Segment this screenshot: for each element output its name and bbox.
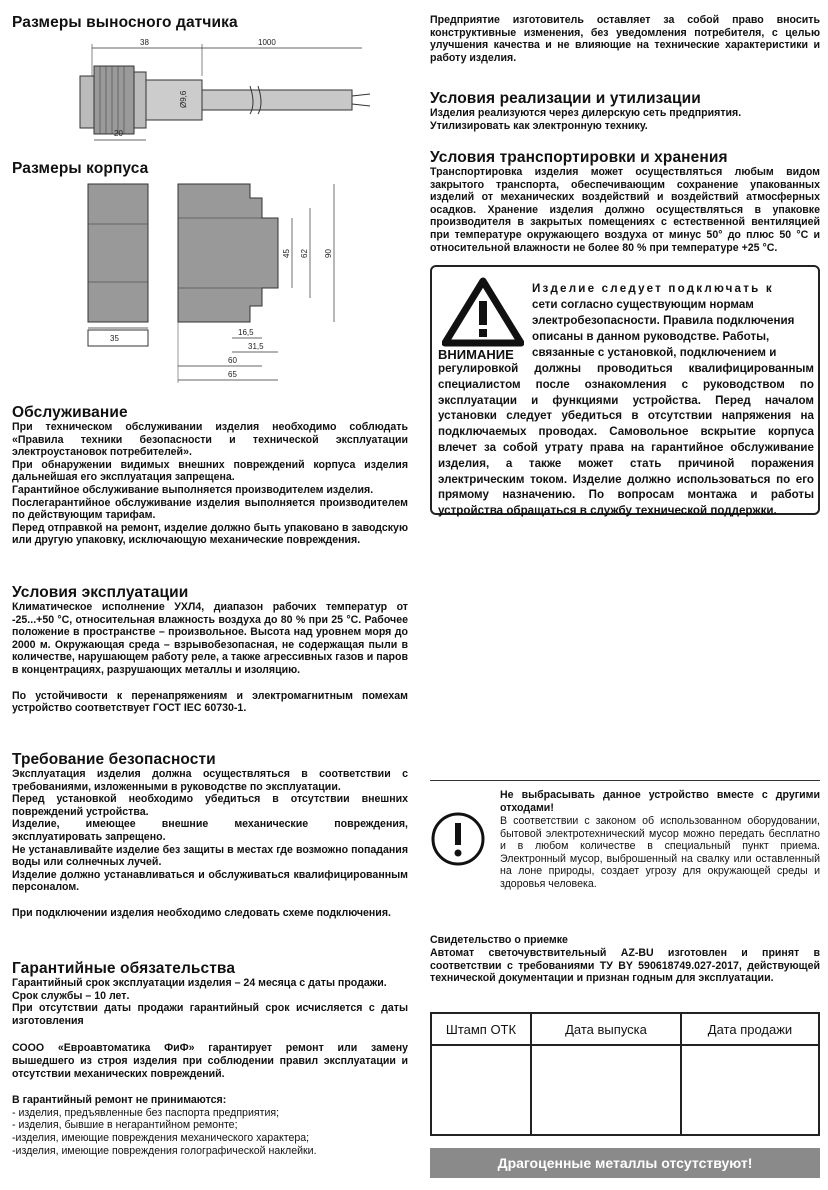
release-date-header: Дата выпуска <box>531 1013 681 1045</box>
dim-45: 45 <box>282 249 291 258</box>
dim-20: 20 <box>114 129 123 138</box>
warning-box <box>430 265 820 518</box>
warranty-title: Гарантийные обязательства <box>12 960 236 977</box>
rights-text: Предприятие изготовитель оставляет за собой право вносить конструктивные изменения, без уведомления потребителя, с целью улучшения качества и не влияющие на технические характеристики и работу изделия. <box>430 14 820 64</box>
acceptance-title: Свидетельство о приемке <box>430 934 568 946</box>
warranty-no-date: При отсутствии даты продажи гарантийный срок исчисляется с даты изготовления <box>12 1002 408 1027</box>
eco-text: В соответствии с законом об использованном оборудовании, бытовой электротехнический мусор можно передать бесплатно и в любом количестве в специальный пункт приема. Электронный мусор, выброшенный на свалку или оставленный на лоне природы, создает угрозу для окружающей среды и здоровья человека. <box>500 815 820 890</box>
stamp-otk-cell[interactable] <box>431 1045 531 1135</box>
warning-triangle-icon <box>442 277 524 347</box>
warning-line-1: Изделие следует подключать к <box>532 282 774 295</box>
transport-text: Транспортировка изделия может осуществляться любым видом закрытого транспорта, обеспечивающим сохранение упакованных изделий от механических воздействий и воздействий атмосферных осадков. Хранение изделия должно осуществляться в упаковке производителя в закрытых помещениях с естественной вентиляцией при температуре окружающего воздуха от минус 50° до плюс 50 °С и относительной влажности не более 80 % при температуре +25 °С. <box>430 166 820 254</box>
eco-title: Не выбрасывать данное устройство вместе с другими отходами! <box>500 789 820 814</box>
safety-title: Требование безопасности <box>12 751 216 768</box>
precious-metals-banner: Драгоценные металлы отсутствуют! <box>430 1148 820 1178</box>
operation-p1: Климатическое исполнение УХЛ4, диапазон рабочих температур от -25...+50 °С, относительная влажность воздуха до 80 % при 25 °С. Рабочее положение в пространстве – произвольное. Высота над уровнем моря до 2000 м. Окружающая среда – взрывобезопасная, не содержащая пыли в количестве, нарушающем работу реле, а также агрессивных газов и паров в концентрациях, разрушающих металлы и изоляцию. <box>12 601 408 676</box>
sale-text <box>430 107 820 132</box>
warranty-life: Срок службы – 10 лет. <box>12 989 130 1002</box>
safety-p2: Перед установкой необходимо убедиться в отсутствии внешних повреждений устройства. <box>12 793 408 818</box>
dim-31-5: 31,5 <box>248 342 264 351</box>
operation-text <box>12 601 408 715</box>
eco-section <box>430 780 820 890</box>
safety-p1: Эксплуатация изделия должна осуществляться в соответствии с требованиями, изложенными в руководстве по эксплуатации. <box>12 768 408 793</box>
service-p3: Гарантийное обслуживание выполняется производителем изделия. <box>12 483 374 496</box>
dim-65: 65 <box>228 370 237 379</box>
operation-p2: По устойчивости к перенапряжениям и электромагнитным помехам устройство соответствует ГОСТ IEC 60730-1. <box>12 689 408 715</box>
safety-p4: Не устанавливайте изделие без защиты в местах где возможно попадания воды или солнечных лучей. <box>12 843 408 869</box>
right-column <box>430 0 820 1190</box>
operation-title: Условия эксплуатации <box>12 584 189 601</box>
not-accepted-2: - изделия, бывшие в негарантийном ремонте; <box>12 1119 238 1132</box>
housing-dims-title: Размеры корпуса <box>12 160 149 177</box>
dim-62: 62 <box>300 249 309 258</box>
service-p1: При техническом обслуживании изделия необходимо соблюдать «Правила техники безопасности и технической эксплуатации электроустановок потребителей». <box>12 421 408 459</box>
not-accepted-4: -изделия, имеющие повреждения голографической наклейки. <box>12 1144 317 1157</box>
service-title: Обслуживание <box>12 404 128 421</box>
warranty-text <box>12 977 408 1157</box>
dim-60: 60 <box>228 356 237 365</box>
dim-35: 35 <box>110 334 119 343</box>
not-accepted-title: В гарантийный ремонт не принимаются: <box>12 1094 227 1107</box>
safety-p5: Изделие должно устанавливаться и обслуживаться квалифицированным персоналом. <box>12 868 408 894</box>
safety-text <box>12 768 408 920</box>
stamp-table <box>430 1012 820 1136</box>
exclamation-circle-icon <box>430 811 486 867</box>
warning-line-3: электробезопасности. Правила подключения <box>532 314 795 327</box>
sensor-dims-title: Размеры выносного датчика <box>12 14 238 31</box>
service-text <box>12 421 408 547</box>
acceptance-text: Автомат светочувствительный AZ-BU изготовлен и принят в соответствии с требованиями ТУ BY 590618749.027-2017, действующей технической документации и признан годным для эксплуатации. <box>430 947 820 985</box>
stamp-otk-header: Штамп ОТК <box>431 1013 531 1045</box>
service-p4: Послегарантийное обслуживание изделия выполняется производителем по действующим тарифам. <box>12 496 408 522</box>
sensor-drawing <box>72 36 372 146</box>
service-p5: Перед отправкой на ремонт, изделие должно быть упаковано в заводскую или другую упаковку, исключающую механические повреждения. <box>12 521 408 547</box>
dim-38: 38 <box>140 38 149 47</box>
safety-schema: При подключении изделия необходимо следовать схеме подключения. <box>12 906 391 919</box>
warning-body: регулировкой должны проводиться квалифицированным специалистом после ознакомления с руководством по эксплуатации и функциями устройства. Перед началом установки следует убедиться в отсутствии напряжения на подключаемых проводах. Самовольное вскрытие корпуса влечет за собой утрату права на гарантийное обслуживание изделия, а также может стать причиной поражения электрическим током. Изделие должно использоваться по его прямому назначению. По вопросам монтажа и работы устройства обращаться в службу технической поддержки. <box>438 362 814 518</box>
dim-1000: 1000 <box>258 38 276 47</box>
warranty-term: Гарантийный срок эксплуатации изделия – 24 месяца с даты продажи. <box>12 977 387 989</box>
safety-p3: Изделие, имеющее внешние механические повреждения, эксплуатировать запрещено. <box>12 818 408 843</box>
transport-title: Условия транспортировки и хранения <box>430 149 728 166</box>
sale-line-2: Утилизировать как электронную технику. <box>430 119 648 132</box>
sale-line-1: Изделия реализуются через дилерскую сеть предприятия. <box>430 107 742 119</box>
dim-diameter: Ø9,6 <box>179 90 188 108</box>
service-p2: При обнаружении видимых внешних повреждений корпуса изделия дальнейшая его эксплуатация запрещена. <box>12 458 408 484</box>
sale-date-cell[interactable] <box>681 1045 819 1135</box>
warranty-company: СООО «Евроавтоматика ФиФ» гарантирует ремонт или замену вышедшего из строя изделия при соблюдении правил эксплуатации и отсутствии механических повреждений. <box>12 1042 408 1080</box>
dim-16-5: 16,5 <box>238 328 254 337</box>
not-accepted-3: -изделия, имеющие повреждения механического характера; <box>12 1131 310 1144</box>
warning-line-5: связанные с установкой, подключением и <box>532 346 777 359</box>
housing-drawing <box>82 178 372 388</box>
dim-90: 90 <box>324 249 333 258</box>
sale-title: Условия реализации и утилизации <box>430 90 701 107</box>
warning-line-2: сети согласно существующим нормам <box>532 298 754 311</box>
not-accepted-1: - изделия, предъявленные без паспорта предприятия; <box>12 1106 280 1119</box>
sale-date-header: Дата продажи <box>681 1013 819 1045</box>
warning-label: ВНИМАНИЕ <box>438 347 514 362</box>
warning-line-4: описаны в данном руководстве. Работы, <box>532 330 770 343</box>
release-date-cell[interactable] <box>531 1045 681 1135</box>
